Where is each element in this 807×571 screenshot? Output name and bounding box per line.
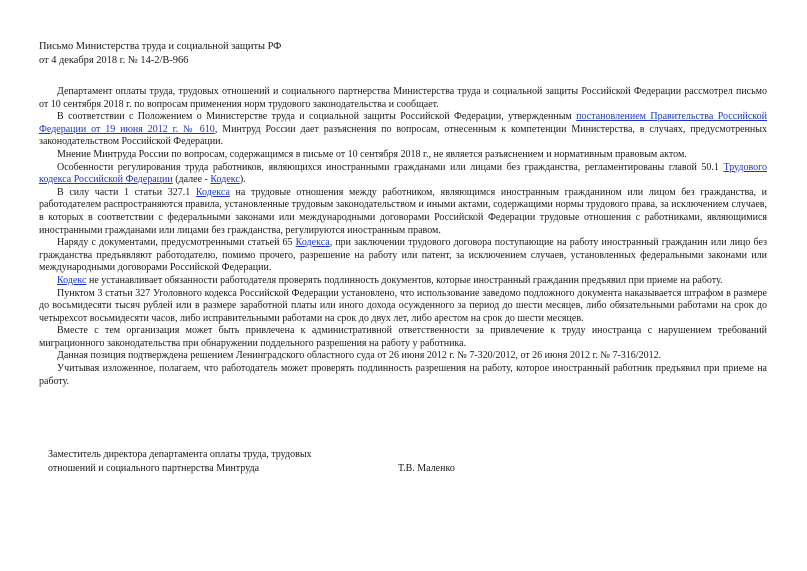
paragraph-intro (39, 86, 767, 111)
paragraph-regulation-foreigners (39, 162, 767, 187)
paragraph-text: Особенности регулирования труда работников, являющихся иностранными гражданами или лицами без гражданства, регламентированы главой 50.1 (57, 161, 724, 173)
link-code[interactable]: Кодекс (57, 274, 87, 286)
paragraph-text: Данная позиция подтверждена решением Ленинградского областного суда от 26 июня 2012 г. № 7-320/2012, от 26 июня 2012 г. № 7-316/2012. (57, 350, 662, 362)
paragraph-text: ). (239, 174, 246, 186)
signatory-name: Т.В. Маленко (398, 463, 455, 474)
document-body (39, 86, 767, 388)
signatory-position-line1: Заместитель директора департамента оплаты труда, трудовых (48, 449, 312, 460)
paragraph-text: Пунктом 3 статьи 327 Уголовного кодекса Российской Федерации установлено, что использование заведомо подложного документа наказывается штрафом в размере до восьмидесяти тысяч рублей или в размере заработной платы или иного дохода осужденного за период до шести месяцев, либо обязательными работами на срок до четырехсот восьмидесяти часов, либо исправительными работами на срок до двух лет, либо арестом на срок до шести месяцев. (39, 287, 767, 324)
link-code[interactable]: Кодекс (210, 174, 240, 186)
link-code[interactable]: Кодекса (195, 186, 230, 198)
document-title: Письмо Министерства труда и социальной защиты РФ (39, 41, 282, 52)
document-header (39, 40, 767, 68)
signature-block (48, 448, 468, 476)
paragraph-administrative (39, 325, 767, 350)
paragraph-no-obligation (39, 275, 767, 288)
document-page (39, 40, 767, 388)
paragraph-court-decision (39, 350, 767, 363)
paragraph-text: , Минтруд России дает разъяснения по вопросам, отнесенным к компетенции Министерства, в случаях, предусмотренных законодательством Российской Федерации. (39, 123, 767, 148)
paragraph-text: Департамент оплаты труда, трудовых отношений и социального партнерства Министерства труда и социальной защиты Российской Федерации рассмотрел письмо от 10 сентября 2018 г. по вопросам применения норм трудового законодательства и сообщает. (39, 86, 767, 110)
paragraph-text: , при заключении трудового договора поступающие на работу иностранный гражданин или лицо без гражданства предъявляют работодателю, помимо прочего, разрешение на работу или патент, за исключением случаев, установленных федеральными законами или международными договорами Российской Федерации. (39, 237, 768, 274)
document-date-number: от 4 декабря 2018 г. № 14-2/В-966 (39, 55, 189, 66)
paragraph-conclusion (39, 363, 767, 388)
paragraph-text: В соответствии с Положением о Министерстве труда и социальной защиты Российской Федерации, утвержденным (57, 111, 577, 123)
link-government-decree[interactable]: постановлением Правительства Российской Федерации от 19 июня 2012 г. № 610 (39, 111, 767, 135)
link-labor-code[interactable]: Трудового кодекса Российской Федерации (39, 161, 767, 186)
link-code[interactable]: Кодекса (295, 237, 330, 249)
paragraph-text: Учитывая изложенное, полагаем, что работодатель может проверять подлинность разрешения на работу, которое иностранный работник предъявил при приеме на работу. (39, 363, 767, 387)
paragraph-text: Мнение Минтруда России по вопросам, содержащимся в письме от 10 сентября 2018 г., не является разъяснением и нормативным правовым актом. (57, 148, 687, 160)
paragraph-text: (далее - (172, 174, 211, 186)
paragraph-text: Наряду с документами, предусмотренными статьей 65 (57, 237, 296, 249)
paragraph-text: В силу части 1 статьи 327.1 (57, 186, 196, 198)
paragraph-text: не устанавливает обязанности работодателя проверять подлинность документов, которые иностранный гражданин предъявил при приеме на работу. (86, 274, 723, 286)
paragraph-text: Вместе с тем организация может быть привлечена к административной ответственности за привлечение к труду иностранца с нарушением требований миграционного законодательства при обнаружении поддельного разрешения на работу у работника. (39, 325, 767, 349)
paragraph-opinion (39, 149, 767, 162)
paragraph-article-65 (39, 237, 767, 275)
paragraph-article-327-1 (39, 187, 767, 237)
paragraph-regulation (39, 111, 767, 149)
paragraph-text: на трудовые отношения между работником, являющимся иностранным гражданином или лицом без гражданства, и работодателем распространяются правила, установленные трудовым законодательством и иными актами, содержащими нормы трудового права, за исключением случаев, в которых в соответствии с федеральными законами или международными договорами Российской Федерации трудовые отношения с работниками, являющимися иностранными гражданами или лицами без гражданства, регулируются иностранным правом. (39, 186, 767, 236)
signatory-position-line2: отношений и социального партнерства Минтруда (48, 463, 260, 474)
paragraph-criminal-code (39, 288, 767, 326)
